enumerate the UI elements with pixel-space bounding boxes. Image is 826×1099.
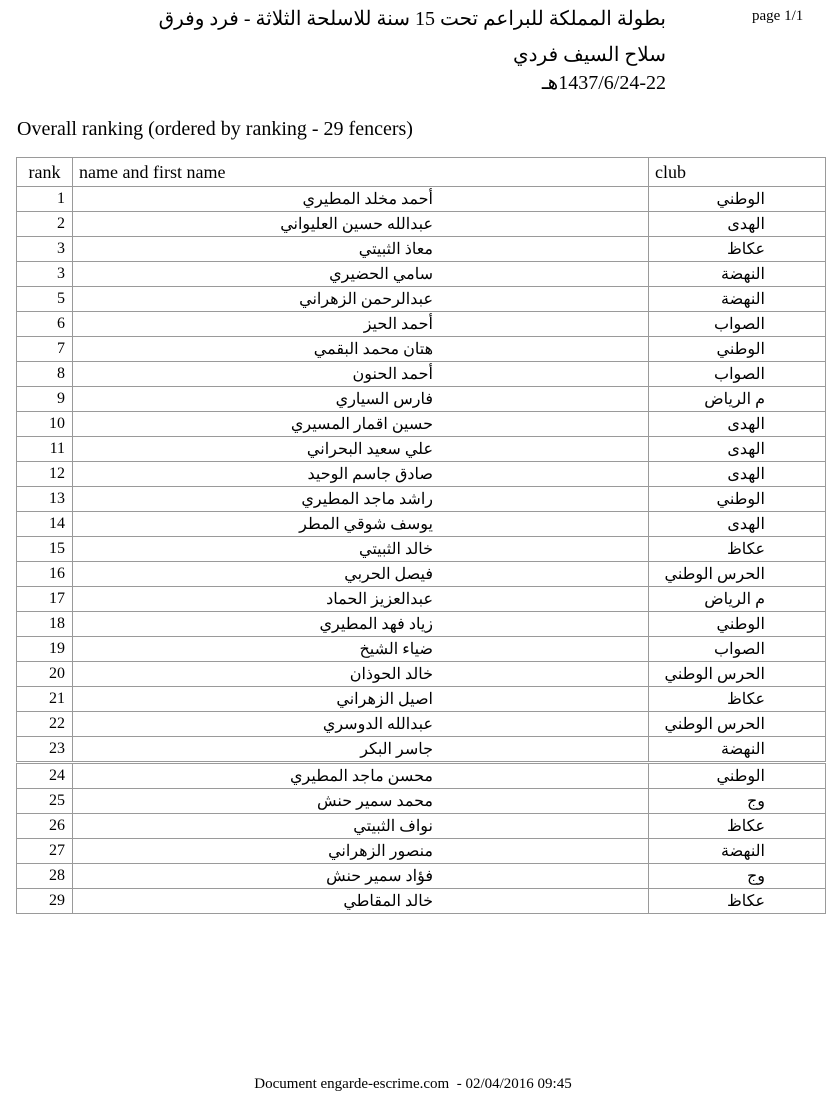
club-cell: الحرس الوطني — [649, 562, 826, 587]
rank-cell: 26 — [17, 814, 73, 839]
table-row — [17, 562, 826, 587]
club-cell: الصواب — [649, 637, 826, 662]
rank-cell: 15 — [17, 537, 73, 562]
rank-cell: 2 — [17, 212, 73, 237]
table-row — [17, 587, 826, 612]
name-cell: هتان محمد البقمي — [73, 337, 649, 362]
table-row — [17, 462, 826, 487]
document-title: بطولة المملكة للبراعم تحت 15 سنة للاسلحة الثلاثة - فرد وفرق — [158, 8, 666, 30]
name-cell: محمد سمير حنش — [73, 789, 649, 814]
table-header-row — [17, 158, 826, 187]
table-row — [17, 312, 826, 337]
table-row — [17, 487, 826, 512]
name-cell: فارس السياري — [73, 387, 649, 412]
rank-cell: 3 — [17, 237, 73, 262]
club-cell: الوطني — [649, 187, 826, 212]
name-cell: يوسف شوقي المطر — [73, 512, 649, 537]
rank-cell: 25 — [17, 789, 73, 814]
name-cell: حسين اقمار المسيري — [73, 412, 649, 437]
header-rank: rank — [17, 158, 73, 187]
rank-cell: 3 — [17, 262, 73, 287]
rank-cell: 21 — [17, 687, 73, 712]
name-cell: خالد الثبيتي — [73, 537, 649, 562]
rank-cell: 17 — [17, 587, 73, 612]
table-row — [17, 839, 826, 864]
page-number: page 1/1 — [752, 8, 804, 24]
table-row — [17, 712, 826, 737]
club-cell: النهضة — [649, 737, 826, 763]
club-cell: الهدى — [649, 462, 826, 487]
table-row — [17, 187, 826, 212]
rank-cell: 23 — [17, 737, 73, 763]
rank-cell: 9 — [17, 387, 73, 412]
name-cell: فؤاد سمير حنش — [73, 864, 649, 889]
table-row — [17, 412, 826, 437]
rank-cell: 19 — [17, 637, 73, 662]
table-row — [17, 662, 826, 687]
table-row — [17, 737, 826, 763]
document-subtitle: سلاح السيف فردي — [513, 44, 666, 66]
name-cell: أحمد مخلد المطيري — [73, 187, 649, 212]
rank-cell: 6 — [17, 312, 73, 337]
club-cell: عكاظ — [649, 687, 826, 712]
rank-cell: 27 — [17, 839, 73, 864]
name-cell: عبدالعزيز الحماد — [73, 587, 649, 612]
name-cell: راشد ماجد المطيري — [73, 487, 649, 512]
name-cell: فيصل الحربي — [73, 562, 649, 587]
table-row — [17, 287, 826, 312]
table-row — [17, 889, 826, 914]
club-cell: الهدى — [649, 512, 826, 537]
club-cell: الهدى — [649, 412, 826, 437]
ranking-table-body — [17, 187, 826, 914]
table-row — [17, 864, 826, 889]
document-date: 1437/6/24-22هـ — [541, 72, 666, 94]
rank-cell: 24 — [17, 763, 73, 789]
rank-cell: 22 — [17, 712, 73, 737]
name-cell: صادق جاسم الوحيد — [73, 462, 649, 487]
club-cell: النهضة — [649, 287, 826, 312]
rank-cell: 16 — [17, 562, 73, 587]
table-row — [17, 362, 826, 387]
club-cell: الحرس الوطني — [649, 712, 826, 737]
table-row — [17, 612, 826, 637]
club-cell: النهضة — [649, 262, 826, 287]
table-row — [17, 637, 826, 662]
rank-cell: 1 — [17, 187, 73, 212]
club-cell: الصواب — [649, 312, 826, 337]
club-cell: عكاظ — [649, 237, 826, 262]
club-cell: النهضة — [649, 839, 826, 864]
rank-cell: 14 — [17, 512, 73, 537]
rank-cell: 7 — [17, 337, 73, 362]
rank-cell: 20 — [17, 662, 73, 687]
rank-cell: 29 — [17, 889, 73, 914]
table-row — [17, 537, 826, 562]
table-row — [17, 337, 826, 362]
rank-cell: 5 — [17, 287, 73, 312]
club-cell: عكاظ — [649, 814, 826, 839]
club-cell: م الرياض — [649, 587, 826, 612]
club-cell: الوطني — [649, 763, 826, 789]
name-cell: عبدالله الدوسري — [73, 712, 649, 737]
name-cell: جاسر البكر — [73, 737, 649, 763]
name-cell: محسن ماجد المطيري — [73, 763, 649, 789]
rank-cell: 18 — [17, 612, 73, 637]
name-cell: أحمد الحنون — [73, 362, 649, 387]
name-cell: اصيل الزهراني — [73, 687, 649, 712]
club-cell: الهدى — [649, 437, 826, 462]
table-row — [17, 212, 826, 237]
table-row — [17, 789, 826, 814]
rank-cell: 12 — [17, 462, 73, 487]
table-row — [17, 262, 826, 287]
name-cell: علي سعيد البحراني — [73, 437, 649, 462]
table-row — [17, 387, 826, 412]
club-cell: عكاظ — [649, 537, 826, 562]
name-cell: خالد الحوذان — [73, 662, 649, 687]
name-cell: سامي الحضيري — [73, 262, 649, 287]
club-cell: م الرياض — [649, 387, 826, 412]
name-cell: ضياء الشيخ — [73, 637, 649, 662]
table-row — [17, 814, 826, 839]
document-footer: Document engarde-escrime.com - 02/04/2016 09:45 — [254, 1076, 572, 1092]
name-cell: أحمد الحيز — [73, 312, 649, 337]
name-cell: عبدالله حسين العليواني — [73, 212, 649, 237]
rank-cell: 10 — [17, 412, 73, 437]
rank-cell: 8 — [17, 362, 73, 387]
table-row — [17, 763, 826, 789]
club-cell: الصواب — [649, 362, 826, 387]
club-cell: الوطني — [649, 337, 826, 362]
ranking-heading: Overall ranking (ordered by ranking - 29 fencers) — [17, 118, 413, 140]
club-cell: الحرس الوطني — [649, 662, 826, 687]
ranking-table — [16, 157, 826, 914]
table-row — [17, 437, 826, 462]
table-row — [17, 512, 826, 537]
club-cell: وج — [649, 864, 826, 889]
header-name: name and first name — [73, 158, 649, 187]
name-cell: خالد المقاطي — [73, 889, 649, 914]
header-club: club — [649, 158, 826, 187]
rank-cell: 28 — [17, 864, 73, 889]
name-cell: عبدالرحمن الزهراني — [73, 287, 649, 312]
rank-cell: 11 — [17, 437, 73, 462]
club-cell: الوطني — [649, 487, 826, 512]
table-row — [17, 687, 826, 712]
club-cell: عكاظ — [649, 889, 826, 914]
rank-cell: 13 — [17, 487, 73, 512]
name-cell: نواف الثبيتي — [73, 814, 649, 839]
name-cell: منصور الزهراني — [73, 839, 649, 864]
table-row — [17, 237, 826, 262]
club-cell: وج — [649, 789, 826, 814]
club-cell: الهدى — [649, 212, 826, 237]
name-cell: زياد فهد المطيري — [73, 612, 649, 637]
club-cell: الوطني — [649, 612, 826, 637]
name-cell: معاذ الثبيتي — [73, 237, 649, 262]
